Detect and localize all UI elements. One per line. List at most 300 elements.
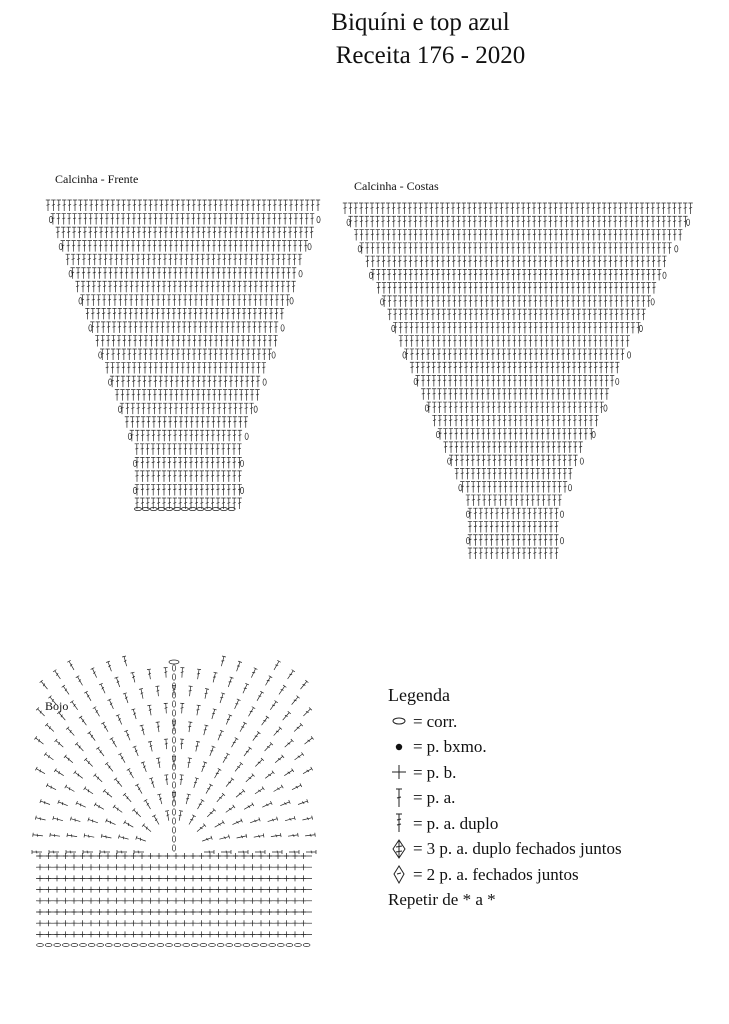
stitch-mark bbox=[426, 376, 430, 387]
stitch-mark bbox=[517, 296, 521, 307]
stitch-mark bbox=[272, 227, 276, 238]
stitch-mark bbox=[174, 887, 179, 893]
stitch-mark bbox=[141, 403, 145, 414]
stitch-mark bbox=[140, 484, 144, 495]
stitch-mark bbox=[281, 711, 291, 721]
stitch-mark bbox=[221, 850, 231, 854]
stitch-mark bbox=[491, 336, 495, 347]
stitch-mark bbox=[247, 322, 251, 333]
stitch-mark bbox=[136, 836, 147, 843]
stitch-mark bbox=[593, 362, 597, 373]
stitch-mark bbox=[561, 362, 565, 373]
single-crochet-icon bbox=[388, 761, 410, 783]
stitch-mark bbox=[235, 349, 239, 360]
stitch-mark bbox=[229, 200, 233, 211]
stitch-mark bbox=[473, 243, 477, 254]
stitch-mark bbox=[55, 875, 60, 881]
stitch-mark bbox=[250, 887, 255, 893]
stitch-mark bbox=[487, 468, 491, 479]
stitch-mark bbox=[522, 508, 526, 519]
stitch-mark bbox=[506, 508, 510, 519]
stitch-mark bbox=[534, 322, 538, 333]
stitch-mark bbox=[115, 376, 119, 387]
stitch-mark bbox=[200, 457, 204, 468]
stitch-mark bbox=[604, 309, 608, 320]
stitch-mark bbox=[185, 403, 189, 414]
stitch-mark bbox=[250, 898, 255, 904]
stitch-mark bbox=[116, 200, 120, 211]
stitch-mark bbox=[211, 672, 217, 683]
stitch-mark bbox=[199, 909, 204, 915]
stitch-mark bbox=[189, 281, 193, 292]
stitch-mark bbox=[211, 430, 215, 441]
stitch-mark bbox=[555, 309, 559, 320]
stitch-mark bbox=[254, 758, 264, 768]
stitch-mark bbox=[196, 799, 204, 810]
stitch-mark bbox=[425, 256, 429, 267]
chain-mark bbox=[281, 325, 284, 331]
frente-chart bbox=[46, 200, 320, 511]
stitch-mark bbox=[608, 230, 612, 241]
stitch-mark bbox=[46, 200, 50, 211]
stitch-mark bbox=[204, 308, 208, 319]
stitch-mark bbox=[538, 230, 542, 241]
stitch-mark bbox=[523, 309, 527, 320]
stitch-mark bbox=[492, 415, 496, 426]
stitch-mark bbox=[232, 819, 243, 827]
stitch-mark bbox=[635, 230, 639, 241]
stitch-mark bbox=[545, 389, 549, 400]
stitch-mark bbox=[173, 268, 177, 279]
stitch-mark bbox=[482, 495, 486, 506]
stitch-mark bbox=[432, 402, 436, 413]
stitch-mark bbox=[226, 295, 230, 306]
chain-mark bbox=[80, 944, 87, 947]
stitch-mark bbox=[130, 254, 134, 265]
stitch-mark bbox=[544, 283, 548, 294]
stitch-mark bbox=[636, 296, 640, 307]
chain-mark bbox=[191, 944, 198, 947]
stitch-mark bbox=[525, 495, 529, 506]
stitch-mark bbox=[53, 816, 64, 822]
stitch-mark bbox=[604, 362, 608, 373]
stitch-mark bbox=[177, 322, 181, 333]
stitch-mark bbox=[536, 468, 540, 479]
stitch-mark bbox=[565, 256, 569, 267]
stitch-mark bbox=[200, 417, 204, 428]
stitch-mark bbox=[165, 920, 170, 926]
stitch-mark bbox=[114, 268, 118, 279]
stitch-mark bbox=[523, 322, 527, 333]
stitch-mark bbox=[431, 322, 435, 333]
stitch-mark bbox=[248, 281, 252, 292]
stitch-mark bbox=[301, 875, 306, 881]
stitch-mark bbox=[226, 444, 230, 455]
stitch-mark bbox=[468, 243, 472, 254]
stitch-mark bbox=[174, 403, 178, 414]
stitch-mark bbox=[205, 457, 209, 468]
stitch-mark bbox=[194, 281, 198, 292]
stitch-mark bbox=[174, 898, 179, 904]
stitch-mark bbox=[586, 216, 590, 227]
stitch-mark bbox=[228, 241, 232, 252]
stitch-mark bbox=[457, 269, 461, 280]
stitch-mark bbox=[234, 227, 238, 238]
stitch-mark bbox=[252, 322, 256, 333]
stitch-mark bbox=[146, 471, 150, 482]
stitch-mark bbox=[597, 243, 601, 254]
stitch-mark bbox=[186, 200, 190, 211]
stitch-mark bbox=[113, 805, 123, 814]
stitch-mark bbox=[468, 269, 472, 280]
stitch-mark bbox=[71, 254, 75, 265]
stitch-mark bbox=[227, 484, 231, 495]
stitch-mark bbox=[530, 442, 534, 453]
stitch-mark bbox=[482, 482, 486, 493]
stitch-mark bbox=[115, 390, 119, 401]
stitch-mark bbox=[251, 731, 260, 741]
stitch-mark bbox=[539, 349, 543, 360]
stitch-mark bbox=[227, 471, 231, 482]
stitch-mark bbox=[112, 322, 116, 333]
stitch-mark bbox=[119, 268, 123, 279]
stitch-mark bbox=[224, 200, 228, 211]
stitch-mark bbox=[91, 308, 95, 319]
stitch-mark bbox=[80, 898, 85, 904]
stitch-mark bbox=[122, 335, 126, 346]
stitch-mark bbox=[267, 898, 272, 904]
stitch-mark bbox=[537, 203, 541, 214]
stitch-mark bbox=[224, 363, 228, 374]
stitch-mark bbox=[486, 402, 490, 413]
stitch-mark bbox=[157, 887, 162, 893]
stitch-mark bbox=[237, 444, 241, 455]
stitch-mark bbox=[259, 864, 264, 870]
stitch-mark bbox=[657, 243, 661, 254]
stitch-mark bbox=[56, 227, 60, 238]
stitch-mark bbox=[415, 362, 419, 373]
stitch-mark bbox=[131, 920, 136, 926]
stitch-mark bbox=[343, 203, 347, 214]
stitch-mark bbox=[494, 203, 498, 214]
stitch-mark bbox=[128, 322, 132, 333]
stitch-mark bbox=[496, 322, 500, 333]
stitch-mark bbox=[246, 335, 250, 346]
stitch-mark bbox=[105, 363, 109, 374]
stitch-mark bbox=[418, 203, 422, 214]
stitch-mark bbox=[230, 335, 234, 346]
stitch-mark bbox=[538, 508, 542, 519]
stitch-mark bbox=[189, 471, 193, 482]
stitch-mark bbox=[420, 349, 424, 360]
stitch-mark bbox=[183, 281, 187, 292]
stitch-mark bbox=[425, 309, 429, 320]
stitch-mark bbox=[180, 668, 184, 678]
stitch-mark bbox=[625, 283, 629, 294]
stitch-mark bbox=[157, 794, 163, 805]
stitch-mark bbox=[514, 468, 518, 479]
stitch-mark bbox=[214, 820, 225, 828]
stitch-mark bbox=[135, 471, 139, 482]
stitch-mark bbox=[476, 455, 480, 466]
stitch-mark bbox=[76, 801, 87, 809]
stitch-mark bbox=[500, 269, 504, 280]
stitch-mark bbox=[46, 887, 51, 893]
stitch-mark bbox=[46, 853, 51, 859]
stitch-mark bbox=[672, 216, 676, 227]
stitch-mark bbox=[593, 296, 597, 307]
stitch-mark bbox=[624, 256, 628, 267]
stitch-mark bbox=[105, 349, 109, 360]
stitch-mark bbox=[519, 468, 523, 479]
chain-mark bbox=[369, 272, 372, 278]
stitch-mark bbox=[242, 864, 247, 870]
stitch-mark bbox=[549, 296, 553, 307]
stitch-mark bbox=[593, 349, 597, 360]
stitch-mark bbox=[95, 335, 99, 346]
stitch-mark bbox=[163, 403, 167, 414]
stitch-mark bbox=[220, 322, 224, 333]
stitch-mark bbox=[527, 216, 531, 227]
stitch-mark bbox=[156, 281, 160, 292]
chain-mark bbox=[172, 827, 175, 833]
stitch-mark bbox=[197, 349, 201, 360]
stitch-mark bbox=[452, 269, 456, 280]
chain-mark bbox=[172, 701, 175, 707]
stitch-mark bbox=[447, 283, 451, 294]
chain-mark bbox=[263, 379, 266, 385]
stitch-mark bbox=[166, 322, 170, 333]
stitch-mark bbox=[116, 214, 120, 225]
stitch-mark bbox=[376, 230, 380, 241]
stitch-mark bbox=[440, 216, 444, 227]
stitch-mark bbox=[558, 495, 562, 506]
stitch-mark bbox=[208, 864, 213, 870]
stitch-mark bbox=[497, 429, 501, 440]
stitch-mark bbox=[196, 390, 200, 401]
stitch-mark bbox=[459, 389, 463, 400]
stitch-mark bbox=[575, 216, 579, 227]
stitch-mark bbox=[548, 230, 552, 241]
stitch-mark bbox=[157, 920, 162, 926]
stitch-mark bbox=[468, 548, 472, 559]
stitch-mark bbox=[437, 349, 441, 360]
stitch-mark bbox=[208, 363, 212, 374]
stitch-mark bbox=[391, 203, 395, 214]
stitch-mark bbox=[227, 417, 231, 428]
stitch-mark bbox=[467, 216, 471, 227]
stitch-mark bbox=[244, 390, 248, 401]
stitch-mark bbox=[522, 269, 526, 280]
stitch-mark bbox=[57, 200, 61, 211]
stitch-mark bbox=[233, 875, 238, 881]
stitch-mark bbox=[302, 767, 313, 775]
stitch-mark bbox=[135, 281, 139, 292]
stitch-mark bbox=[112, 308, 116, 319]
stitch-mark bbox=[172, 308, 176, 319]
stitch-mark bbox=[145, 308, 149, 319]
stitch-mark bbox=[376, 283, 380, 294]
stitch-mark bbox=[550, 362, 554, 373]
stitch-mark bbox=[132, 376, 136, 387]
stitch-mark bbox=[516, 535, 520, 546]
stitch-mark bbox=[429, 216, 433, 227]
stitch-mark bbox=[293, 887, 298, 893]
stitch-mark bbox=[562, 429, 566, 440]
stitch-mark bbox=[487, 495, 491, 506]
stitch-mark bbox=[565, 230, 569, 241]
stitch-mark bbox=[107, 295, 111, 306]
stitch-mark bbox=[301, 898, 306, 904]
stitch-mark bbox=[190, 417, 194, 428]
stitch-mark bbox=[678, 216, 682, 227]
stitch-mark bbox=[184, 417, 188, 428]
stitch-mark bbox=[233, 417, 237, 428]
stitch-mark bbox=[242, 853, 247, 859]
stitch-mark bbox=[97, 853, 102, 859]
stitch-mark bbox=[276, 864, 281, 870]
stitch-mark bbox=[552, 455, 556, 466]
stitch-mark bbox=[219, 656, 225, 667]
stitch-mark bbox=[459, 376, 463, 387]
stitch-mark bbox=[429, 203, 433, 214]
stitch-mark bbox=[454, 442, 458, 453]
stitch-mark bbox=[223, 390, 227, 401]
stitch-mark bbox=[200, 430, 204, 441]
stitch-mark bbox=[301, 909, 306, 915]
stitch-mark bbox=[376, 256, 380, 267]
stitch-mark bbox=[180, 703, 185, 713]
stitch-mark bbox=[121, 214, 125, 225]
stitch-mark bbox=[629, 203, 633, 214]
stitch-mark bbox=[496, 309, 500, 320]
stitch-mark bbox=[110, 738, 118, 749]
stitch-mark bbox=[403, 243, 407, 254]
stitch-mark bbox=[93, 254, 97, 265]
stitch-mark bbox=[516, 230, 520, 241]
stitch-mark bbox=[299, 680, 308, 690]
stitch-mark bbox=[187, 722, 192, 732]
stitch-mark bbox=[645, 216, 649, 227]
stitch-mark bbox=[478, 216, 482, 227]
stitch-mark bbox=[662, 243, 666, 254]
stitch-mark bbox=[213, 768, 221, 779]
stitch-mark bbox=[636, 322, 640, 333]
stitch-mark bbox=[503, 468, 507, 479]
stitch-mark bbox=[646, 243, 650, 254]
stitch-mark bbox=[290, 696, 299, 706]
stitch-mark bbox=[183, 471, 187, 482]
stitch-mark bbox=[101, 834, 112, 840]
stitch-mark bbox=[441, 243, 445, 254]
stitch-mark bbox=[392, 243, 396, 254]
stitch-mark bbox=[430, 243, 434, 254]
stitch-mark bbox=[500, 521, 504, 532]
stitch-mark bbox=[512, 349, 516, 360]
stitch-mark bbox=[559, 216, 563, 227]
stitch-mark bbox=[194, 471, 198, 482]
stitch-mark bbox=[157, 430, 161, 441]
stitch-mark bbox=[152, 241, 156, 252]
stitch-mark bbox=[55, 853, 60, 859]
stitch-mark bbox=[561, 322, 565, 333]
stitch-mark bbox=[543, 243, 547, 254]
stitch-mark bbox=[490, 309, 494, 320]
stitch-mark bbox=[96, 322, 100, 333]
stitch-mark bbox=[529, 376, 533, 387]
stitch-mark bbox=[221, 457, 225, 468]
stitch-mark bbox=[496, 336, 500, 347]
stitch-mark bbox=[216, 853, 221, 859]
stitch-mark bbox=[224, 349, 228, 360]
stitch-mark bbox=[58, 800, 69, 808]
stitch-mark bbox=[503, 442, 507, 453]
stitch-mark bbox=[157, 853, 162, 859]
stitch-mark bbox=[398, 283, 402, 294]
chain-mark bbox=[118, 406, 121, 412]
stitch-mark bbox=[522, 548, 526, 559]
stitch-mark bbox=[84, 691, 92, 702]
stitch-mark bbox=[242, 875, 247, 881]
stitch-mark bbox=[148, 909, 153, 915]
stitch-mark bbox=[180, 214, 184, 225]
chain-mark bbox=[114, 944, 121, 947]
stitch-mark bbox=[533, 548, 537, 559]
stitch-mark bbox=[430, 230, 434, 241]
chain-mark bbox=[166, 944, 173, 947]
stitch-mark bbox=[209, 335, 213, 346]
stitch-mark bbox=[513, 415, 517, 426]
stitch-mark bbox=[156, 722, 161, 732]
stitch-mark bbox=[237, 281, 241, 292]
stitch-mark bbox=[102, 281, 106, 292]
stitch-mark bbox=[614, 269, 618, 280]
stitch-mark bbox=[424, 230, 428, 241]
stitch-mark bbox=[504, 495, 508, 506]
stitch-mark bbox=[498, 482, 502, 493]
stitch-mark bbox=[221, 753, 229, 764]
stitch-mark bbox=[140, 471, 144, 482]
stitch-mark bbox=[359, 230, 363, 241]
stitch-mark bbox=[387, 296, 391, 307]
stitch-mark bbox=[109, 241, 113, 252]
stitch-mark bbox=[152, 417, 156, 428]
stitch-mark bbox=[46, 875, 51, 881]
stitch-mark bbox=[151, 484, 155, 495]
stitch-mark bbox=[528, 296, 532, 307]
stitch-mark bbox=[465, 415, 469, 426]
stitch-mark bbox=[178, 268, 182, 279]
stitch-mark bbox=[532, 230, 536, 241]
stitch-mark bbox=[205, 444, 209, 455]
stitch-mark bbox=[142, 227, 146, 238]
stitch-mark bbox=[298, 241, 302, 252]
stitch-mark bbox=[216, 909, 221, 915]
stitch-mark bbox=[261, 214, 265, 225]
chain-mark bbox=[45, 944, 52, 947]
stitch-mark bbox=[577, 362, 581, 373]
stitch-mark bbox=[430, 283, 434, 294]
stitch-mark bbox=[535, 455, 539, 466]
stitch-mark bbox=[225, 920, 230, 926]
stitch-mark bbox=[157, 268, 161, 279]
stitch-mark bbox=[475, 389, 479, 400]
stitch-mark bbox=[97, 295, 101, 306]
stitch-mark bbox=[239, 227, 243, 238]
stitch-mark bbox=[468, 296, 472, 307]
stitch-mark bbox=[500, 256, 504, 267]
stitch-mark bbox=[93, 707, 101, 718]
